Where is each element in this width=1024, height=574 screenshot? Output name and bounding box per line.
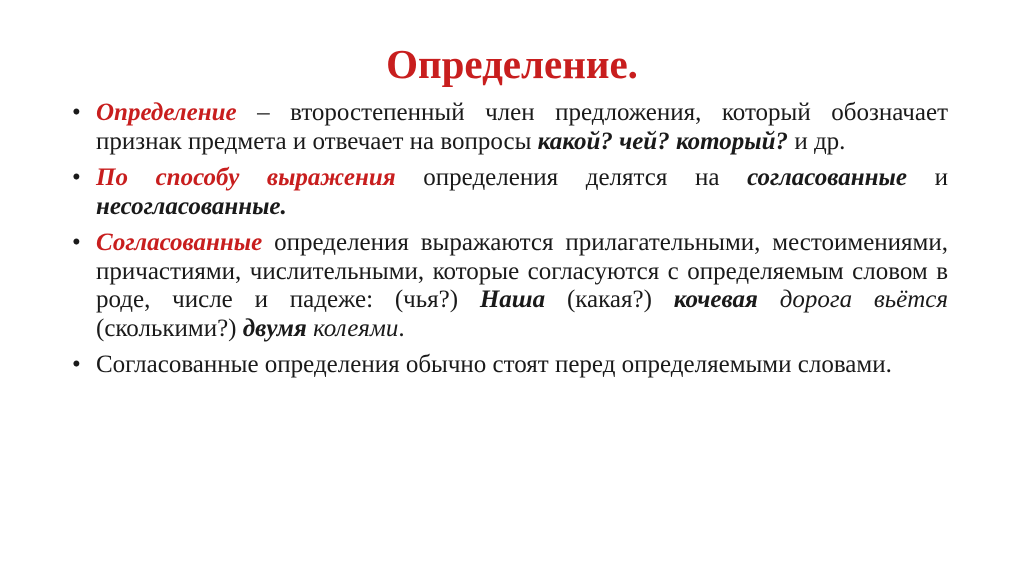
text-segment: определения делятся на [395,164,748,191]
example-phrase: колеями [313,314,399,342]
example-word: Наша [479,286,546,313]
text-segment: и [906,164,948,191]
text-segment: и др. [788,127,846,155]
bullet-icon: • [72,164,81,191]
slide-title: Определение. [386,41,638,87]
example-phrase: дорога вьётся [779,286,949,313]
term-agreed-heading: Согласованные [96,229,263,256]
term-unagreed: несогласованные. [96,192,287,220]
text-segment: . [398,314,405,342]
bullet-item-expression-method [72,164,948,221]
term-agreed: согласованные [747,164,907,191]
term-definition: Определение [96,99,237,126]
text-segment: – второстепенный член предложения, который обозначает признак предмета и отвечает на вопросы [96,99,948,155]
bullet-list [72,99,948,388]
bullet-icon: • [72,99,81,126]
bullet-icon: • [72,351,81,378]
text-segment: (какая?) [545,286,674,313]
bullet-item-definition [72,99,948,156]
example-word: двумя [242,314,307,342]
text-segment: определения выражаются прилагательными, местоимениями, причастиями, числительными, которые согласуются с определяемым словом в роде, числе и падеже: (чья?) [96,229,948,313]
text-segment: (сколькими?) [96,314,243,342]
question-words: какой? чей? который? [537,127,789,155]
example-word: кочевая [673,286,758,313]
bullet-item-position [72,351,948,380]
bullet-item-agreed [72,229,948,343]
text-segment: Согласованные определения обычно стоят перед определяемыми словами. [96,351,892,378]
text-segment [758,286,780,313]
bullet-icon: • [72,229,81,256]
term-expression-method: По способу выражения [96,164,396,191]
